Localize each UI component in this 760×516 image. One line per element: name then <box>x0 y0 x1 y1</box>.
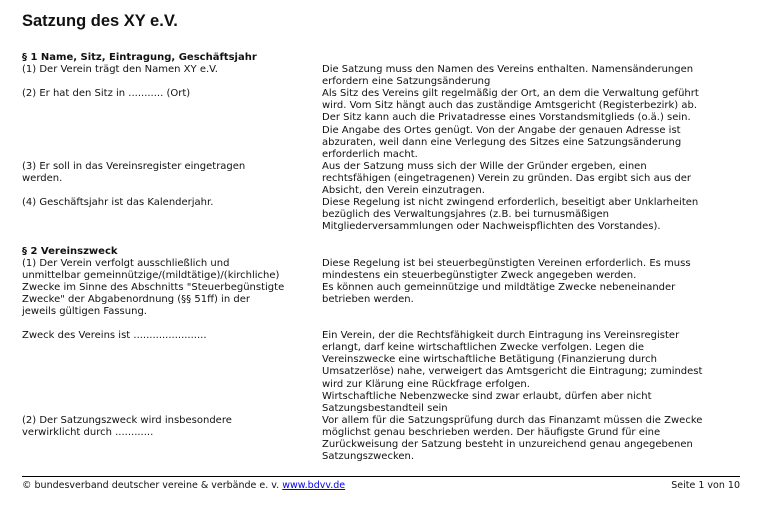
page-number: Seite 1 von 10 <box>671 480 740 491</box>
clause-row <box>22 415 744 463</box>
clause-text: (4) Geschäftsjahr ist das Kalenderjahr. <box>22 197 214 209</box>
section-spacer <box>22 233 744 245</box>
clause-commentary: Vor allem für die Satzungsprüfung durch das Finanzamt müssen die Zwecke möglichst genau beschrieben werden. Der häufigste Grund für eine Zurückweisung der Satzung besteht in unzureichend genau angegebenen Satzungszwecken. <box>322 414 703 463</box>
clause-commentary: Diese Regelung ist nicht zwingend erforderlich, beseitigt aber Unklarheiten bezüglich des Verwaltungsjahres (z.B. bei turnusmäßigen Mitgliederversammlungen oder Nachweispflichten des Vorstandes). <box>322 197 699 233</box>
clause-text: (3) Er soll in das Vereinsregister eingetragen werden. <box>22 160 246 184</box>
footer-copyright <box>22 480 345 491</box>
clause-commentary: Die Satzung muss den Namen des Vereins enthalten. Namensänderungen erfordern eine Satzungsänderung <box>322 64 694 88</box>
footer-website-link[interactable]: www.bdvv.de <box>282 480 346 491</box>
clause-row <box>22 330 744 415</box>
page-footer <box>22 480 740 491</box>
clause-commentary: Ein Verein, der die Rechtsfähigkeit durch Eintragung ins Vereinsregister erlangt, darf keine wirtschaftlichen Zwecke verfolgen. Legen die Vereinszwecke eine wirtschaftliche Betätigung (Finanzierung durch Umsatzerlöse) nahe, verweigert das Amtsgericht die Eintragung; zumindest wird zur Klärung eine Rückfrage erfolgen. Wirtschaftliche Nebenzwecke sind zwar erlaubt, dürfen aber nicht Satzungsbestandteil sein <box>322 330 703 414</box>
clause-commentary: Aus der Satzung muss sich der Wille der Gründer ergeben, einen rechtsfähigen (eingetragenen) Verein zu gründen. Das ergibt sich aus der Absicht, den Verein einzutragen. <box>322 160 692 197</box>
clause-row <box>22 258 744 318</box>
clause-row <box>22 161 744 197</box>
clause-text: (2) Er hat den Sitz in ........... (Ort) <box>22 88 191 100</box>
section-heading: § 1 Name, Sitz, Eintragung, Geschäftsjahr <box>22 52 257 63</box>
clause-commentary: Als Sitz des Vereins gilt regelmäßig der Ort, an dem die Verwaltung geführt wird. Vom Sitz hängt auch das zuständige Amtsgericht (Registerbezirk) ab. Der Sitz kann auch die Privatadresse eines Vorstandsmitglieds (o.ä.) sein. Die Angabe des Ortes genügt. Von der Angabe der genauen Adresse ist abzuraten, weil dann eine Verlegung des Sitzes eine Satzungsänderung erforderlich macht. <box>322 88 699 160</box>
clause-commentary: Diese Regelung ist bei steuerbegünstigten Vereinen erforderlich. Es muss mindestens ein steuerbegünstigter Zweck angegeben werden. Es können auch gemeinnützige und mildtätige Zwecke nebeneinander betrieben werden. <box>322 257 691 305</box>
clause-text: (2) Der Satzungszweck wird insbesondere verwirklicht durch ............ <box>22 414 232 438</box>
document-title: Satzung des XY e.V. <box>22 12 178 30</box>
clause-text: (1) Der Verein verfolgt ausschließlich und unmittelbar gemeinnützige/(mildtätige)/(kirchliche) Zwecke im Sinne des Abschnitts "Steuerbegünstigte Zwecke" der Abgabenordnung (§§ 51ff) in der jeweils gültigen Fassung. <box>22 257 285 317</box>
document-body <box>22 52 744 463</box>
section-heading: § 2 Vereinszweck <box>22 245 118 257</box>
clause-row <box>22 88 744 161</box>
clause-row <box>22 64 744 88</box>
clause-row <box>22 197 744 233</box>
clause-text: Zweck des Vereins ist ....................... <box>22 330 207 342</box>
row-spacer <box>22 318 744 330</box>
footer-divider <box>22 476 740 477</box>
clause-text: (1) Der Verein trägt den Namen XY e.V. <box>22 64 218 76</box>
footer-org-text: © bundesverband deutscher vereine & verbände e. v. <box>22 480 280 491</box>
